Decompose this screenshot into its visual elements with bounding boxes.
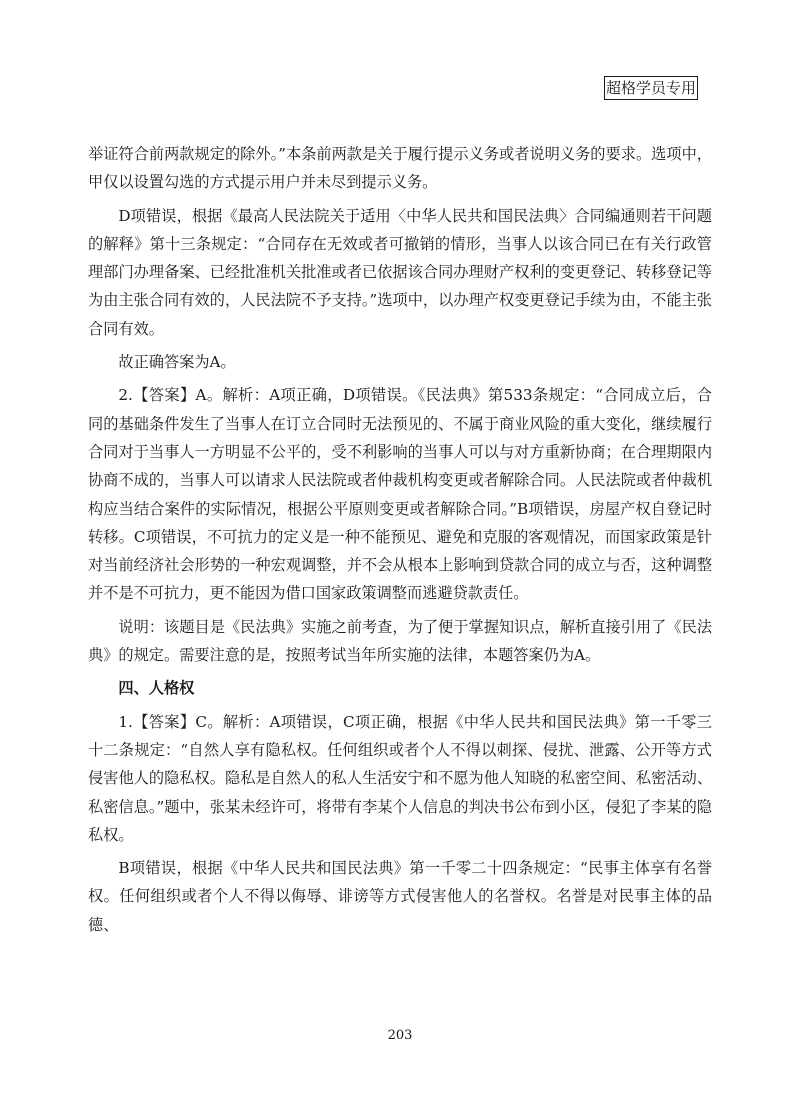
paragraph-option-b: B项错误，根据《中华人民共和国民法典》第一千零二十四条规定：“民事主体享有名誉权。任何组织或者个人不得以侮辱、诽谤等方式侵害他人的名誉权。名誉是对民事主体的品德、 [88,859,712,934]
page-body [88,140,712,944]
header-stamp: 超格学员专用 [604,76,698,100]
paragraph-correct-answer: 故正确答案为A。 [118,353,236,372]
paragraph-option-d: D项错误，根据《最高人民法院关于适用〈中华人民共和国民法典〉合同编通则若干问题的解释》第十三条规定：“合同存在无效或者可撤销的情形，当事人以该合同已在有关行政管理部门办理备案、已经批准机关批准或者已依据该合同办理财产权利的变更登记、转移登记等为由主张合同有效的，人民法院不予支持。”选项中，以办理产权变更登记手续为由，不能主张合同有效。 [88,206,712,338]
paragraph-section4-question-1: 1.【答案】C。解析：A项错误，C项正确，根据《中华人民共和国民法典》第一千零三十二条规定：“自然人享有隐私权。任何组织或者个人不得以刺探、侵扰、泄露、公开等方式侵害他人的隐私权。隐私是自然人的私人生活安宁和不愿为他人知晓的私密空间、私密活动、私密信息。”题中，张某未经许可，将带有李某个人信息的判决书公布到小区，侵犯了李某的隐私权。 [88,712,712,844]
paragraph-note: 说明：该题目是《民法典》实施之前考查，为了便于掌握知识点，解析直接引用了《民法典》的规定。需要注意的是，按照考试当年所实施的法律，本题答案仍为A。 [88,617,712,665]
section-heading: 四、人格权 [118,679,195,698]
paragraph-question-2: 2.【答案】A。解析：A项正确，D项错误。《民法典》第533条规定：“合同成立后，合同的基础条件发生了当事人在订立合同时无法预见的、不属于商业风险的重大变化，继续履行合同对于当事人一方明显不公平的，受不利影响的当事人可以与对方重新协商；在合理期限内协商不成的，当事人可以请求人民法院或者仲裁机构变更或者解除合同。人民法院或者仲裁机构应当结合案件的实际情况，根据公平原则变更或者解除合同。”B项错误，房屋产权自登记时转移。C项错误，不可抗力的定义是一种不能预见、避免和克服的客观情况，而国家政策是针对当前经济社会形势的一种宏观调整，并不会从根本上影响到贷款合同的成立与否，这种调整并不是不可抗力，更不能因为借口国家政策调整而逃避贷款责任。 [88,386,712,603]
paragraph-continuation: 举证符合前两款规定的除外。”本条前两款是关于履行提示义务或者说明义务的要求。选项中，甲仅以设置勾选的方式提示用户并未尽到提示义务。 [88,145,712,192]
page-number: 203 [387,1028,413,1043]
